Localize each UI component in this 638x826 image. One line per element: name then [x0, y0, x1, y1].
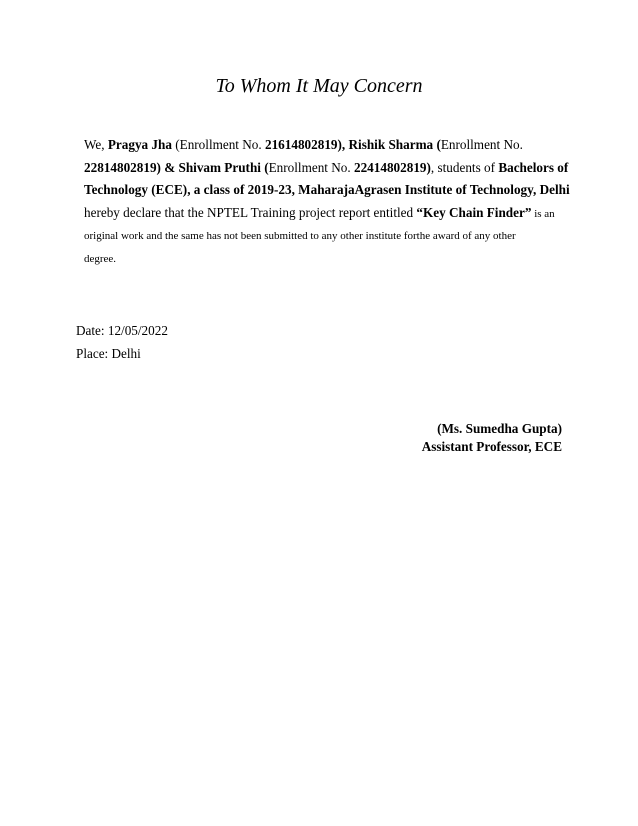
text-segment: hereby declare that the NPTEL Training project report entitled — [84, 204, 417, 220]
paragraph-line-2 — [84, 157, 569, 180]
degree-name: Bachelors of — [498, 159, 569, 175]
paragraph-line-1 — [84, 134, 564, 157]
paragraph-line-4 — [84, 202, 564, 226]
project-title: “Key Chain Finder” — [416, 204, 532, 220]
paragraph-line-6 — [84, 248, 564, 271]
signatory-block — [422, 420, 562, 456]
text-segment: , students of — [430, 159, 499, 175]
enrollment-number-2: 22814802819) & Shivam Pruthi ( — [84, 159, 269, 175]
date-line: Date: 12/05/2022 — [76, 323, 168, 338]
declaration-paragraph — [84, 134, 570, 270]
paragraph-line-3 — [84, 179, 570, 202]
text-segment: Enrollment No. — [440, 137, 523, 152]
enrollment-number-3: 22414802819) — [353, 159, 431, 175]
signatory-designation: Assistant Professor, ECE — [421, 439, 562, 454]
signatory-name: (Ms. Sumedha Gupta) — [437, 421, 562, 436]
student-name-1: Pragya Jha — [107, 137, 172, 152]
document-title: To Whom It May Concern — [215, 75, 423, 97]
text-segment: original work and the same has not been submitted to any other institute forthe award of any other — [84, 230, 516, 242]
text-segment: Enrollment No. — [268, 159, 354, 175]
text-segment: We, — [84, 137, 108, 152]
text-segment: degree. — [84, 252, 117, 265]
program-institute: Technology (ECE), a class of 2019-23, MaharajaAgrasen Institute of Technology, Delhi — [84, 182, 570, 197]
paragraph-line-5 — [84, 225, 564, 248]
enrollment-number-1: 21614802819), Rishik Sharma ( — [264, 137, 441, 152]
text-segment: is an — [531, 207, 555, 220]
place-line: Place: Delhi — [76, 346, 141, 361]
text-segment: (Enrollment No. — [171, 137, 265, 152]
